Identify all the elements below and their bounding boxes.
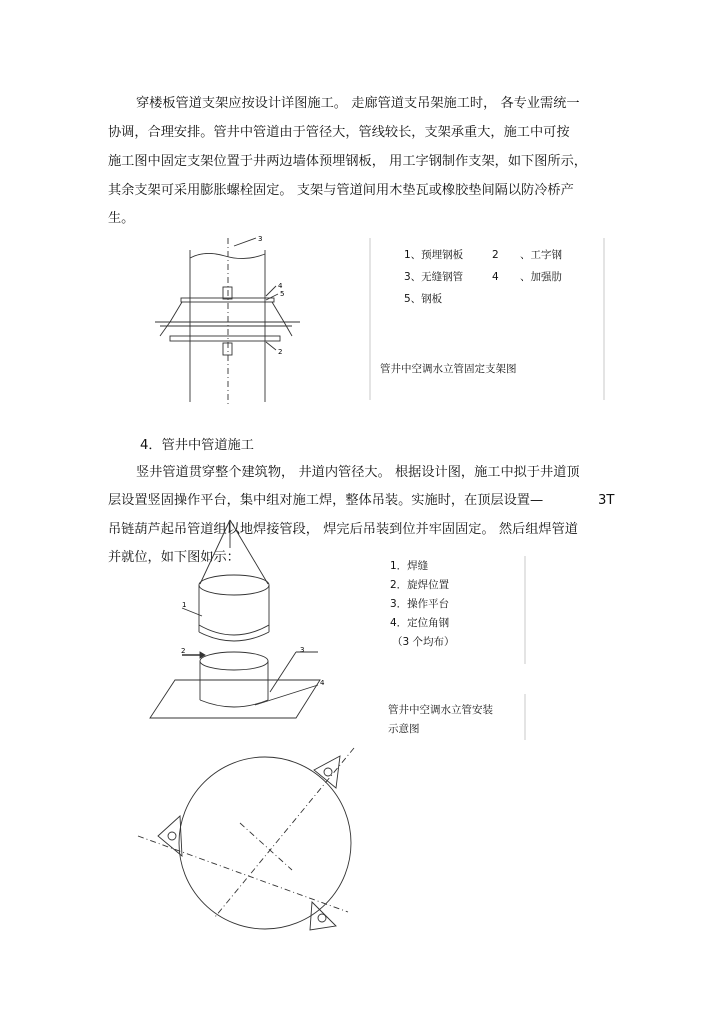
paragraph1-line-4: 其余支架可采用膨胀螺栓固定。 支架与管道间用木垫瓦或橡胶垫间隔以防冷桥产 [108,183,574,198]
fig2-caption-line-1: 管井中空调水立管安装 [388,704,493,716]
fig1-label-2: 2 [278,348,283,356]
section4-line-2: 层设置竖固操作平台，集中组对施工焊，整体吊装。实施时，在顶层设置— [108,493,544,508]
lower-pipe-top [200,652,268,670]
section4-line-2-3t: 3T [598,493,615,508]
paragraph1-line-2: 协调，合理安排。管井中管道由于管径大，管线较长，支架承重大，施工中可按 [108,125,570,140]
section4-line-1: 竖井管道贯穿整个建筑物， 井道内管径大。 根据设计图，施工中拟于井道顶 [136,465,580,480]
fig1-legend-5: 5、钢板 [404,293,443,305]
positioning-angle-left [158,816,182,856]
fig2-label-3: 3 [300,646,305,654]
paragraph1-line-5: 生。 [108,211,135,226]
paragraph1-line-3: 施工图中固定支架位置于井两边墙体预埋钢板， 用工字钢制作支架，如下图所示， [108,154,587,169]
fig1-legend-1: 1、预埋钢板 [404,249,464,261]
fig1-legend-2-text: 、工字钢 [520,249,562,261]
weld-seam [199,625,269,635]
fig2-legend-4: 4．定位角钢 [390,617,450,629]
fig1-legend-2-num: 2 [492,249,499,261]
fig2-label-1: 1 [182,601,187,609]
paragraph1-line-1: 穿楼板管道支架应按设计详图施工。 走廊管道支吊架施工时， 各专业需统一 [136,96,580,111]
fig2-legend-5: （3 个均布） [392,636,455,648]
upper-pipe-top [199,575,269,595]
fig2-legend-3: 3．操作平台 [390,598,450,610]
fig1-legend-3: 3、无缝钢管 [404,271,464,283]
section4-heading: 4．管井中管道施工 [140,438,254,453]
fig1-label-4: 4 [278,282,283,290]
fig2-legend-2: 2．旋焊位置 [390,579,450,591]
fig1-caption: 管井中空调水立管固定支架图 [380,363,517,375]
fig2-label-2: 2 [181,647,186,655]
operation-platform [150,680,320,718]
section4-line-4: 并就位，如下图如示： [108,550,240,565]
fig2-legend-1: 1．焊缝 [390,560,429,572]
fig1-label-3: 3 [258,235,263,243]
fig2-label-4: 4 [320,679,325,687]
fig1-label-5: 5 [280,290,285,298]
fig1-legend-4-text: 、加强肋 [520,271,562,283]
fig2-caption-line-2: 示意图 [388,723,420,735]
section4-line-3: 吊链葫芦起吊管道组以地焊接管段， 焊完后吊装到位并牢固固定。 然后组焊管道 [108,522,578,537]
plan-view [138,748,354,930]
pipe-plan-circle [179,757,351,929]
fig1-legend-4-num: 4 [492,271,499,283]
